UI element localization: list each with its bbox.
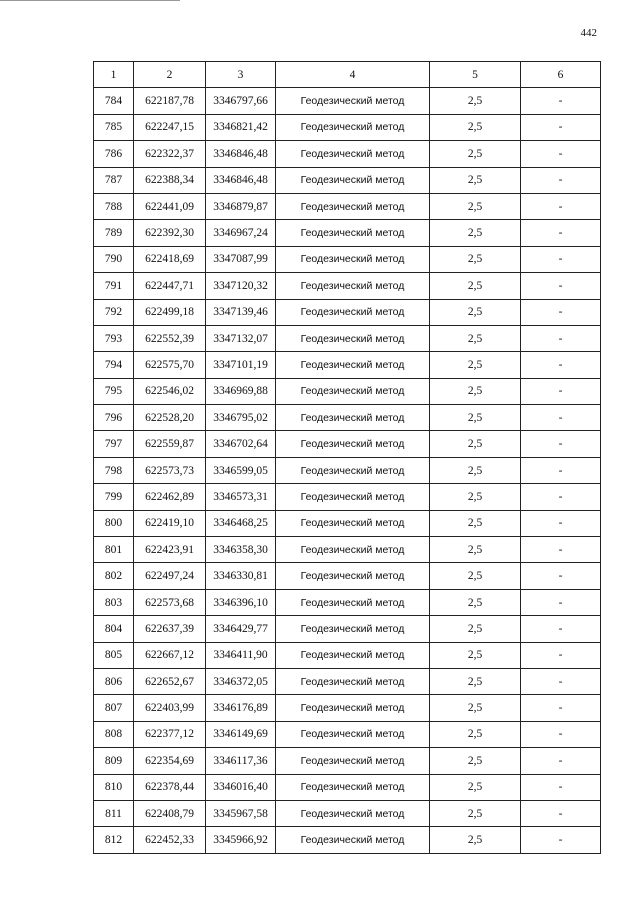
x-coordinate-cell: 622499,18 — [134, 299, 206, 325]
point-number-cell: 806 — [94, 668, 134, 694]
method-cell: Геодезический метод — [276, 325, 430, 351]
x-coordinate-cell: 622447,71 — [134, 273, 206, 299]
method-cell: Геодезический метод — [276, 510, 430, 536]
method-cell: Геодезический метод — [276, 220, 430, 246]
table-row — [94, 774, 601, 800]
y-coordinate-cell: 3346573,31 — [206, 484, 276, 510]
y-coordinate-cell: 3346176,89 — [206, 695, 276, 721]
x-coordinate-cell: 622497,24 — [134, 563, 206, 589]
accuracy-cell: 2,5 — [430, 484, 521, 510]
x-coordinate-cell: 622559,87 — [134, 431, 206, 457]
method-cell: Геодезический метод — [276, 668, 430, 694]
x-coordinate-cell: 622573,73 — [134, 457, 206, 483]
accuracy-cell: 2,5 — [430, 220, 521, 246]
y-coordinate-cell: 3346797,66 — [206, 88, 276, 114]
table-row — [94, 273, 601, 299]
table-row — [94, 537, 601, 563]
note-cell: - — [521, 668, 601, 694]
accuracy-cell: 2,5 — [430, 800, 521, 826]
method-cell: Геодезический метод — [276, 642, 430, 668]
note-cell: - — [521, 748, 601, 774]
point-number-cell: 790 — [94, 246, 134, 272]
note-cell: - — [521, 589, 601, 615]
table-row — [94, 405, 601, 431]
method-cell: Геодезический метод — [276, 748, 430, 774]
table-row — [94, 721, 601, 747]
method-cell: Геодезический метод — [276, 774, 430, 800]
y-coordinate-cell: 3347132,07 — [206, 325, 276, 351]
x-coordinate-cell: 622392,30 — [134, 220, 206, 246]
table-row — [94, 695, 601, 721]
table-row — [94, 167, 601, 193]
table-row — [94, 325, 601, 351]
point-number-cell: 785 — [94, 114, 134, 140]
x-coordinate-cell: 622377,12 — [134, 721, 206, 747]
point-number-cell: 810 — [94, 774, 134, 800]
point-number-cell: 789 — [94, 220, 134, 246]
method-cell: Геодезический метод — [276, 800, 430, 826]
method-cell: Геодезический метод — [276, 827, 430, 853]
accuracy-cell: 2,5 — [430, 642, 521, 668]
x-coordinate-cell: 622187,78 — [134, 88, 206, 114]
accuracy-cell: 2,5 — [430, 88, 521, 114]
note-cell: - — [521, 537, 601, 563]
point-number-cell: 803 — [94, 589, 134, 615]
method-cell: Геодезический метод — [276, 88, 430, 114]
accuracy-cell: 2,5 — [430, 431, 521, 457]
method-cell: Геодезический метод — [276, 721, 430, 747]
x-coordinate-cell: 622403,99 — [134, 695, 206, 721]
x-coordinate-cell: 622408,79 — [134, 800, 206, 826]
point-number-cell: 797 — [94, 431, 134, 457]
table-row — [94, 246, 601, 272]
table-row — [94, 827, 601, 853]
point-number-cell: 807 — [94, 695, 134, 721]
y-coordinate-cell: 3346358,30 — [206, 537, 276, 563]
x-coordinate-cell: 622452,33 — [134, 827, 206, 853]
x-coordinate-cell: 622388,34 — [134, 167, 206, 193]
x-coordinate-cell: 622546,02 — [134, 378, 206, 404]
y-coordinate-cell: 3346429,77 — [206, 616, 276, 642]
y-coordinate-cell: 3346149,69 — [206, 721, 276, 747]
y-coordinate-cell: 3346396,10 — [206, 589, 276, 615]
column-header: 5 — [430, 62, 521, 88]
x-coordinate-cell: 622322,37 — [134, 141, 206, 167]
y-coordinate-cell: 3347139,46 — [206, 299, 276, 325]
point-number-cell: 791 — [94, 273, 134, 299]
point-number-cell: 787 — [94, 167, 134, 193]
point-number-cell: 805 — [94, 642, 134, 668]
note-cell: - — [521, 695, 601, 721]
point-number-cell: 786 — [94, 141, 134, 167]
table-row — [94, 299, 601, 325]
y-coordinate-cell: 3346468,25 — [206, 510, 276, 536]
accuracy-cell: 2,5 — [430, 352, 521, 378]
method-cell: Геодезический метод — [276, 378, 430, 404]
x-coordinate-cell: 622573,68 — [134, 589, 206, 615]
accuracy-cell: 2,5 — [430, 167, 521, 193]
accuracy-cell: 2,5 — [430, 299, 521, 325]
accuracy-cell: 2,5 — [430, 616, 521, 642]
note-cell: - — [521, 167, 601, 193]
note-cell: - — [521, 405, 601, 431]
point-number-cell: 800 — [94, 510, 134, 536]
y-coordinate-cell: 3346967,24 — [206, 220, 276, 246]
y-coordinate-cell: 3345966,92 — [206, 827, 276, 853]
note-cell: - — [521, 325, 601, 351]
note-cell: - — [521, 642, 601, 668]
page-number: 442 — [580, 27, 597, 39]
x-coordinate-cell: 622418,69 — [134, 246, 206, 272]
accuracy-cell: 2,5 — [430, 589, 521, 615]
x-coordinate-cell: 622637,39 — [134, 616, 206, 642]
x-coordinate-cell: 622652,67 — [134, 668, 206, 694]
accuracy-cell: 2,5 — [430, 246, 521, 272]
point-number-cell: 802 — [94, 563, 134, 589]
accuracy-cell: 2,5 — [430, 114, 521, 140]
accuracy-cell: 2,5 — [430, 273, 521, 299]
point-number-cell: 804 — [94, 616, 134, 642]
method-cell: Геодезический метод — [276, 299, 430, 325]
accuracy-cell: 2,5 — [430, 510, 521, 536]
x-coordinate-cell: 622419,10 — [134, 510, 206, 536]
table-row — [94, 510, 601, 536]
y-coordinate-cell: 3346016,40 — [206, 774, 276, 800]
note-cell: - — [521, 510, 601, 536]
y-coordinate-cell: 3347101,19 — [206, 352, 276, 378]
y-coordinate-cell: 3346846,48 — [206, 141, 276, 167]
method-cell: Геодезический метод — [276, 193, 430, 219]
accuracy-cell: 2,5 — [430, 537, 521, 563]
method-cell: Геодезический метод — [276, 457, 430, 483]
x-coordinate-cell: 622423,91 — [134, 537, 206, 563]
note-cell: - — [521, 246, 601, 272]
method-cell: Геодезический метод — [276, 405, 430, 431]
accuracy-cell: 2,5 — [430, 774, 521, 800]
y-coordinate-cell: 3346879,87 — [206, 193, 276, 219]
y-coordinate-cell: 3345967,58 — [206, 800, 276, 826]
note-cell: - — [521, 299, 601, 325]
method-cell: Геодезический метод — [276, 695, 430, 721]
accuracy-cell: 2,5 — [430, 457, 521, 483]
table-row — [94, 352, 601, 378]
note-cell: - — [521, 774, 601, 800]
note-cell: - — [521, 273, 601, 299]
accuracy-cell: 2,5 — [430, 325, 521, 351]
method-cell: Геодезический метод — [276, 484, 430, 510]
method-cell: Геодезический метод — [276, 616, 430, 642]
table-row — [94, 800, 601, 826]
column-header: 4 — [276, 62, 430, 88]
x-coordinate-cell: 622462,89 — [134, 484, 206, 510]
accuracy-cell: 2,5 — [430, 193, 521, 219]
x-coordinate-cell: 622528,20 — [134, 405, 206, 431]
method-cell: Геодезический метод — [276, 114, 430, 140]
table-header-row — [94, 62, 601, 88]
y-coordinate-cell: 3347120,32 — [206, 273, 276, 299]
method-cell: Геодезический метод — [276, 352, 430, 378]
table-row — [94, 457, 601, 483]
x-coordinate-cell: 622247,15 — [134, 114, 206, 140]
method-cell: Геодезический метод — [276, 431, 430, 457]
point-number-cell: 809 — [94, 748, 134, 774]
note-cell: - — [521, 457, 601, 483]
table-row — [94, 668, 601, 694]
y-coordinate-cell: 3346846,48 — [206, 167, 276, 193]
method-cell: Геодезический метод — [276, 537, 430, 563]
y-coordinate-cell: 3346599,05 — [206, 457, 276, 483]
point-number-cell: 811 — [94, 800, 134, 826]
table-row — [94, 431, 601, 457]
y-coordinate-cell: 3346821,42 — [206, 114, 276, 140]
table-row — [94, 378, 601, 404]
top-rule — [0, 0, 180, 1]
table-row — [94, 114, 601, 140]
accuracy-cell: 2,5 — [430, 748, 521, 774]
column-header: 2 — [134, 62, 206, 88]
table-row — [94, 484, 601, 510]
table-row — [94, 589, 601, 615]
point-number-cell: 808 — [94, 721, 134, 747]
coordinates-table — [93, 61, 601, 854]
note-cell: - — [521, 827, 601, 853]
table-row — [94, 220, 601, 246]
note-cell: - — [521, 431, 601, 457]
note-cell: - — [521, 378, 601, 404]
note-cell: - — [521, 563, 601, 589]
note-cell: - — [521, 352, 601, 378]
point-number-cell: 784 — [94, 88, 134, 114]
accuracy-cell: 2,5 — [430, 141, 521, 167]
table-row — [94, 193, 601, 219]
x-coordinate-cell: 622552,39 — [134, 325, 206, 351]
accuracy-cell: 2,5 — [430, 378, 521, 404]
table-row — [94, 748, 601, 774]
table-row — [94, 88, 601, 114]
point-number-cell: 793 — [94, 325, 134, 351]
point-number-cell: 794 — [94, 352, 134, 378]
point-number-cell: 788 — [94, 193, 134, 219]
y-coordinate-cell: 3346795,02 — [206, 405, 276, 431]
x-coordinate-cell: 622354,69 — [134, 748, 206, 774]
y-coordinate-cell: 3346330,81 — [206, 563, 276, 589]
accuracy-cell: 2,5 — [430, 695, 521, 721]
x-coordinate-cell: 622378,44 — [134, 774, 206, 800]
note-cell: - — [521, 800, 601, 826]
x-coordinate-cell: 622667,12 — [134, 642, 206, 668]
x-coordinate-cell: 622441,09 — [134, 193, 206, 219]
x-coordinate-cell: 622575,70 — [134, 352, 206, 378]
method-cell: Геодезический метод — [276, 141, 430, 167]
note-cell: - — [521, 141, 601, 167]
point-number-cell: 795 — [94, 378, 134, 404]
point-number-cell: 812 — [94, 827, 134, 853]
column-header: 6 — [521, 62, 601, 88]
method-cell: Геодезический метод — [276, 563, 430, 589]
point-number-cell: 796 — [94, 405, 134, 431]
note-cell: - — [521, 193, 601, 219]
method-cell: Геодезический метод — [276, 589, 430, 615]
note-cell: - — [521, 616, 601, 642]
y-coordinate-cell: 3346969,88 — [206, 378, 276, 404]
point-number-cell: 792 — [94, 299, 134, 325]
y-coordinate-cell: 3346372,05 — [206, 668, 276, 694]
point-number-cell: 799 — [94, 484, 134, 510]
note-cell: - — [521, 88, 601, 114]
note-cell: - — [521, 220, 601, 246]
method-cell: Геодезический метод — [276, 273, 430, 299]
y-coordinate-cell: 3347087,99 — [206, 246, 276, 272]
method-cell: Геодезический метод — [276, 167, 430, 193]
note-cell: - — [521, 484, 601, 510]
accuracy-cell: 2,5 — [430, 563, 521, 589]
accuracy-cell: 2,5 — [430, 827, 521, 853]
note-cell: - — [521, 721, 601, 747]
table-row — [94, 616, 601, 642]
accuracy-cell: 2,5 — [430, 405, 521, 431]
y-coordinate-cell: 3346117,36 — [206, 748, 276, 774]
accuracy-cell: 2,5 — [430, 721, 521, 747]
y-coordinate-cell: 3346702,64 — [206, 431, 276, 457]
table-row — [94, 642, 601, 668]
table-row — [94, 563, 601, 589]
column-header: 3 — [206, 62, 276, 88]
method-cell: Геодезический метод — [276, 246, 430, 272]
column-header: 1 — [94, 62, 134, 88]
point-number-cell: 801 — [94, 537, 134, 563]
y-coordinate-cell: 3346411,90 — [206, 642, 276, 668]
note-cell: - — [521, 114, 601, 140]
accuracy-cell: 2,5 — [430, 668, 521, 694]
point-number-cell: 798 — [94, 457, 134, 483]
table-row — [94, 141, 601, 167]
